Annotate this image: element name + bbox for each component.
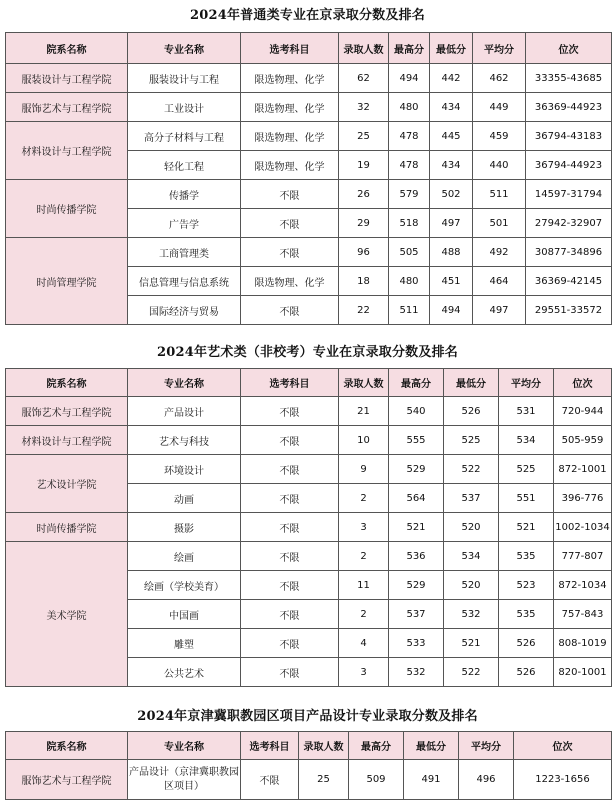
max-cell: 532 bbox=[389, 658, 444, 687]
max-cell: 536 bbox=[389, 542, 444, 571]
subject-cell: 限选物理、化学 bbox=[241, 267, 339, 296]
column-header-min: 最低分 bbox=[444, 369, 499, 397]
count-cell: 3 bbox=[339, 658, 389, 687]
college-cell: 服饰艺术与工程学院 bbox=[6, 93, 128, 122]
rank-cell: 1223-1656 bbox=[514, 760, 612, 800]
table-header-row bbox=[6, 732, 612, 760]
count-cell: 62 bbox=[339, 64, 389, 93]
column-header-subject: 选考科目 bbox=[241, 369, 339, 397]
max-cell: 540 bbox=[389, 397, 444, 426]
table-row bbox=[6, 64, 612, 93]
rank-cell: 872-1001 bbox=[554, 455, 612, 484]
rank-cell: 36369-44923 bbox=[526, 93, 612, 122]
college-cell: 艺术设计学院 bbox=[6, 455, 128, 513]
min-cell: 494 bbox=[430, 296, 473, 325]
college-cell: 时尚传播学院 bbox=[6, 180, 128, 238]
min-cell: 525 bbox=[444, 426, 499, 455]
major-cell: 雕塑 bbox=[128, 629, 241, 658]
column-header-count: 录取人数 bbox=[299, 732, 349, 760]
count-cell: 32 bbox=[339, 93, 389, 122]
subject-cell: 不限 bbox=[241, 658, 339, 687]
rank-cell: 27942-32907 bbox=[526, 209, 612, 238]
max-cell: 511 bbox=[389, 296, 430, 325]
subject-cell: 不限 bbox=[241, 455, 339, 484]
max-cell: 521 bbox=[389, 513, 444, 542]
min-cell: 445 bbox=[430, 122, 473, 151]
rank-cell: 757-843 bbox=[554, 600, 612, 629]
table-header-row bbox=[6, 33, 612, 64]
avg-cell: 531 bbox=[499, 397, 554, 426]
subject-cell: 不限 bbox=[241, 542, 339, 571]
max-cell: 564 bbox=[389, 484, 444, 513]
min-cell: 532 bbox=[444, 600, 499, 629]
column-header-major: 专业名称 bbox=[128, 369, 241, 397]
count-cell: 9 bbox=[339, 455, 389, 484]
min-cell: 491 bbox=[404, 760, 459, 800]
column-header-major: 专业名称 bbox=[128, 732, 241, 760]
rank-cell: 777-807 bbox=[554, 542, 612, 571]
avg-cell: 496 bbox=[459, 760, 514, 800]
major-cell: 公共艺术 bbox=[128, 658, 241, 687]
column-header-college: 院系名称 bbox=[6, 33, 128, 64]
avg-cell: 551 bbox=[499, 484, 554, 513]
column-header-major: 专业名称 bbox=[128, 33, 241, 64]
avg-cell: 459 bbox=[473, 122, 526, 151]
subject-cell: 不限 bbox=[241, 180, 339, 209]
column-header-max: 最高分 bbox=[389, 33, 430, 64]
vocational-admission-table bbox=[5, 731, 612, 800]
count-cell: 25 bbox=[299, 760, 349, 800]
count-cell: 10 bbox=[339, 426, 389, 455]
rank-cell: 720-944 bbox=[554, 397, 612, 426]
major-cell: 信息管理与信息系统 bbox=[128, 267, 241, 296]
rank-cell: 33355-43685 bbox=[526, 64, 612, 93]
subject-cell: 限选物理、化学 bbox=[241, 122, 339, 151]
min-cell: 534 bbox=[444, 542, 499, 571]
avg-cell: 535 bbox=[499, 600, 554, 629]
avg-cell: 526 bbox=[499, 658, 554, 687]
college-cell: 材料设计与工程学院 bbox=[6, 122, 128, 180]
major-cell: 服装设计与工程 bbox=[128, 64, 241, 93]
count-cell: 11 bbox=[339, 571, 389, 600]
avg-cell: 501 bbox=[473, 209, 526, 238]
major-cell: 中国画 bbox=[128, 600, 241, 629]
subject-cell: 限选物理、化学 bbox=[241, 64, 339, 93]
table-row bbox=[6, 238, 612, 267]
rank-cell: 872-1034 bbox=[554, 571, 612, 600]
college-cell: 美术学院 bbox=[6, 542, 128, 687]
major-cell: 绘画 bbox=[128, 542, 241, 571]
subject-cell: 不限 bbox=[241, 513, 339, 542]
column-header-subject: 选考科目 bbox=[241, 33, 339, 64]
subject-cell: 不限 bbox=[241, 760, 299, 800]
max-cell: 480 bbox=[389, 267, 430, 296]
subject-cell: 不限 bbox=[241, 296, 339, 325]
table-row bbox=[6, 760, 612, 800]
column-header-max: 最高分 bbox=[349, 732, 404, 760]
table-row bbox=[6, 542, 612, 571]
major-cell: 工业设计 bbox=[128, 93, 241, 122]
max-cell: 480 bbox=[389, 93, 430, 122]
count-cell: 3 bbox=[339, 513, 389, 542]
avg-cell: 521 bbox=[499, 513, 554, 542]
college-cell: 时尚管理学院 bbox=[6, 238, 128, 325]
min-cell: 497 bbox=[430, 209, 473, 238]
min-cell: 434 bbox=[430, 93, 473, 122]
max-cell: 529 bbox=[389, 571, 444, 600]
major-cell: 工商管理类 bbox=[128, 238, 241, 267]
major-cell: 高分子材料与工程 bbox=[128, 122, 241, 151]
column-header-avg: 平均分 bbox=[473, 33, 526, 64]
major-cell: 产品设计 bbox=[128, 397, 241, 426]
count-cell: 18 bbox=[339, 267, 389, 296]
column-header-count: 录取人数 bbox=[339, 33, 389, 64]
rank-cell: 36794-43183 bbox=[526, 122, 612, 151]
max-cell: 494 bbox=[389, 64, 430, 93]
subject-cell: 不限 bbox=[241, 397, 339, 426]
subject-cell: 不限 bbox=[241, 484, 339, 513]
count-cell: 29 bbox=[339, 209, 389, 238]
rank-cell: 1002-1034 bbox=[554, 513, 612, 542]
count-cell: 2 bbox=[339, 542, 389, 571]
rank-cell: 396-776 bbox=[554, 484, 612, 513]
art-admission-table bbox=[5, 368, 612, 687]
rank-cell: 808-1019 bbox=[554, 629, 612, 658]
avg-cell: 535 bbox=[499, 542, 554, 571]
major-cell: 环境设计 bbox=[128, 455, 241, 484]
column-header-avg: 平均分 bbox=[499, 369, 554, 397]
table-row bbox=[6, 455, 612, 484]
avg-cell: 462 bbox=[473, 64, 526, 93]
count-cell: 2 bbox=[339, 484, 389, 513]
min-cell: 537 bbox=[444, 484, 499, 513]
column-header-max: 最高分 bbox=[389, 369, 444, 397]
min-cell: 442 bbox=[430, 64, 473, 93]
major-cell: 传播学 bbox=[128, 180, 241, 209]
min-cell: 526 bbox=[444, 397, 499, 426]
general-admission-table bbox=[5, 32, 612, 325]
avg-cell: 492 bbox=[473, 238, 526, 267]
table-row bbox=[6, 513, 612, 542]
avg-cell: 449 bbox=[473, 93, 526, 122]
table-row bbox=[6, 397, 612, 426]
min-cell: 521 bbox=[444, 629, 499, 658]
min-cell: 520 bbox=[444, 513, 499, 542]
max-cell: 533 bbox=[389, 629, 444, 658]
subject-cell: 限选物理、化学 bbox=[241, 151, 339, 180]
table-row bbox=[6, 180, 612, 209]
max-cell: 537 bbox=[389, 600, 444, 629]
column-header-subject: 选考科目 bbox=[241, 732, 299, 760]
column-header-rank: 位次 bbox=[526, 33, 612, 64]
count-cell: 22 bbox=[339, 296, 389, 325]
college-cell: 时尚传播学院 bbox=[6, 513, 128, 542]
major-cell: 艺术与科技 bbox=[128, 426, 241, 455]
section3-title: 2024年京津冀职教园区项目产品设计专业录取分数及排名 bbox=[137, 709, 478, 724]
min-cell: 522 bbox=[444, 455, 499, 484]
table-header-row bbox=[6, 369, 612, 397]
column-header-rank: 位次 bbox=[514, 732, 612, 760]
column-header-count: 录取人数 bbox=[339, 369, 389, 397]
column-header-college: 院系名称 bbox=[6, 732, 128, 760]
min-cell: 520 bbox=[444, 571, 499, 600]
college-cell: 服饰艺术与工程学院 bbox=[6, 397, 128, 426]
count-cell: 2 bbox=[339, 600, 389, 629]
avg-cell: 523 bbox=[499, 571, 554, 600]
count-cell: 25 bbox=[339, 122, 389, 151]
subject-cell: 不限 bbox=[241, 426, 339, 455]
subject-cell: 不限 bbox=[241, 600, 339, 629]
count-cell: 4 bbox=[339, 629, 389, 658]
subject-cell: 不限 bbox=[241, 571, 339, 600]
min-cell: 522 bbox=[444, 658, 499, 687]
rank-cell: 36794-44923 bbox=[526, 151, 612, 180]
college-cell: 服装设计与工程学院 bbox=[6, 64, 128, 93]
max-cell: 555 bbox=[389, 426, 444, 455]
avg-cell: 526 bbox=[499, 629, 554, 658]
rank-cell: 820-1001 bbox=[554, 658, 612, 687]
avg-cell: 440 bbox=[473, 151, 526, 180]
max-cell: 518 bbox=[389, 209, 430, 238]
max-cell: 478 bbox=[389, 122, 430, 151]
college-cell: 材料设计与工程学院 bbox=[6, 426, 128, 455]
max-cell: 505 bbox=[389, 238, 430, 267]
subject-cell: 不限 bbox=[241, 629, 339, 658]
table-row bbox=[6, 426, 612, 455]
rank-cell: 505-959 bbox=[554, 426, 612, 455]
major-cell: 摄影 bbox=[128, 513, 241, 542]
major-cell: 绘画（学校美育） bbox=[128, 571, 241, 600]
major-cell: 产品设计（京津冀职教园区项目） bbox=[128, 760, 241, 800]
max-cell: 509 bbox=[349, 760, 404, 800]
max-cell: 529 bbox=[389, 455, 444, 484]
major-cell: 轻化工程 bbox=[128, 151, 241, 180]
min-cell: 502 bbox=[430, 180, 473, 209]
college-cell: 服饰艺术与工程学院 bbox=[6, 760, 128, 800]
subject-cell: 限选物理、化学 bbox=[241, 93, 339, 122]
column-header-college: 院系名称 bbox=[6, 369, 128, 397]
table-row bbox=[6, 93, 612, 122]
column-header-min: 最低分 bbox=[430, 33, 473, 64]
avg-cell: 525 bbox=[499, 455, 554, 484]
max-cell: 579 bbox=[389, 180, 430, 209]
table-row bbox=[6, 122, 612, 151]
rank-cell: 29551-33572 bbox=[526, 296, 612, 325]
avg-cell: 464 bbox=[473, 267, 526, 296]
major-cell: 国际经济与贸易 bbox=[128, 296, 241, 325]
avg-cell: 511 bbox=[473, 180, 526, 209]
rank-cell: 36369-42145 bbox=[526, 267, 612, 296]
major-cell: 动画 bbox=[128, 484, 241, 513]
section2-title: 2024年艺术类（非校考）专业在京录取分数及排名 bbox=[157, 345, 458, 360]
major-cell: 广告学 bbox=[128, 209, 241, 238]
avg-cell: 534 bbox=[499, 426, 554, 455]
count-cell: 21 bbox=[339, 397, 389, 426]
avg-cell: 497 bbox=[473, 296, 526, 325]
count-cell: 26 bbox=[339, 180, 389, 209]
min-cell: 488 bbox=[430, 238, 473, 267]
count-cell: 19 bbox=[339, 151, 389, 180]
subject-cell: 不限 bbox=[241, 238, 339, 267]
column-header-rank: 位次 bbox=[554, 369, 612, 397]
column-header-min: 最低分 bbox=[404, 732, 459, 760]
section1-title: 2024年普通类专业在京录取分数及排名 bbox=[190, 8, 425, 23]
min-cell: 451 bbox=[430, 267, 473, 296]
max-cell: 478 bbox=[389, 151, 430, 180]
rank-cell: 30877-34896 bbox=[526, 238, 612, 267]
column-header-avg: 平均分 bbox=[459, 732, 514, 760]
subject-cell: 不限 bbox=[241, 209, 339, 238]
rank-cell: 14597-31794 bbox=[526, 180, 612, 209]
count-cell: 96 bbox=[339, 238, 389, 267]
min-cell: 434 bbox=[430, 151, 473, 180]
